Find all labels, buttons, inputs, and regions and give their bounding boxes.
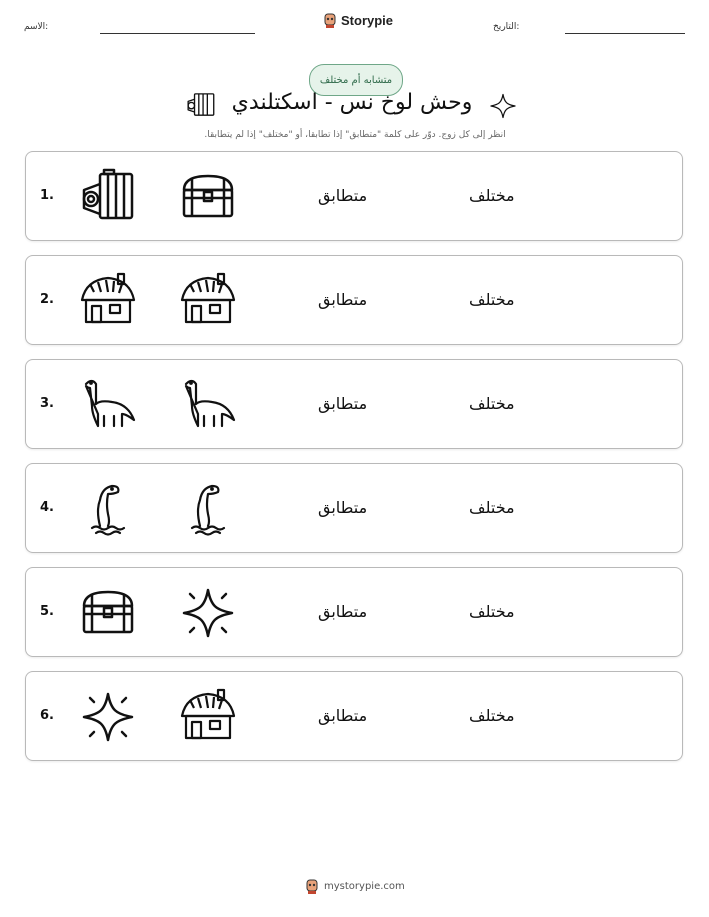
different-option[interactable]: مختلف xyxy=(469,186,515,205)
different-option[interactable]: مختلف xyxy=(469,498,515,517)
same-option[interactable]: متطابق xyxy=(318,394,368,413)
row-number: 2. xyxy=(40,292,54,307)
camera-icon xyxy=(186,88,218,124)
same-option[interactable]: متطابق xyxy=(318,290,368,309)
dinosaur-icon xyxy=(78,376,138,434)
different-option[interactable]: مختلف xyxy=(469,290,515,309)
row-number: 5. xyxy=(40,604,54,619)
row-number: 3. xyxy=(40,396,54,411)
different-option[interactable]: مختلف xyxy=(469,706,515,725)
same-option[interactable]: متطابق xyxy=(318,498,368,517)
different-option[interactable]: مختلف xyxy=(469,394,515,413)
sparkle-icon xyxy=(488,91,518,125)
title-row xyxy=(0,88,709,126)
treasure-chest-icon xyxy=(178,168,238,226)
sea-serpent-icon xyxy=(178,480,238,538)
pair-row xyxy=(25,567,683,657)
sparkle-icon xyxy=(178,584,238,642)
pair-row xyxy=(25,463,683,553)
footer xyxy=(305,878,405,894)
same-option[interactable]: متطابق xyxy=(318,602,368,621)
camera-icon xyxy=(78,168,138,226)
page-title: وحش لوخ نس - اسكتلندي xyxy=(231,90,473,115)
cottage-icon xyxy=(78,272,138,330)
storypie-mascot-icon xyxy=(323,12,337,28)
cottage-icon xyxy=(178,688,238,746)
brand-name: Storypie xyxy=(341,12,394,28)
sea-serpent-icon xyxy=(78,480,138,538)
row-number: 1. xyxy=(40,188,54,203)
treasure-chest-icon xyxy=(78,584,138,642)
cottage-icon xyxy=(178,272,238,330)
pair-row xyxy=(25,671,683,761)
date-label: التاريخ: xyxy=(493,22,520,32)
storypie-mascot-icon xyxy=(305,878,319,894)
dinosaur-icon xyxy=(178,376,238,434)
pair-row xyxy=(25,359,683,449)
name-field-line[interactable] xyxy=(100,33,255,34)
pair-row xyxy=(25,255,683,345)
instructions: انظر إلى كل زوج. دوّر على كلمة "متطابق" إذا تطابقا، أو "مختلف" إذا لم يتطابقا. xyxy=(204,130,506,140)
different-option[interactable]: مختلف xyxy=(469,602,515,621)
pair-row xyxy=(25,151,683,241)
worksheet-header xyxy=(0,0,709,50)
row-number: 6. xyxy=(40,708,54,723)
same-option[interactable]: متطابق xyxy=(318,186,368,205)
worksheet-type-badge: متشابه أم مختلف xyxy=(309,64,403,96)
date-field-line[interactable] xyxy=(565,33,685,34)
brand-logo xyxy=(323,12,393,28)
footer-url[interactable]: mystorypie.com xyxy=(324,880,405,892)
sparkle-icon xyxy=(78,688,138,746)
row-number: 4. xyxy=(40,500,54,515)
name-label: الاسم: xyxy=(24,22,49,32)
same-option[interactable]: متطابق xyxy=(318,706,368,725)
